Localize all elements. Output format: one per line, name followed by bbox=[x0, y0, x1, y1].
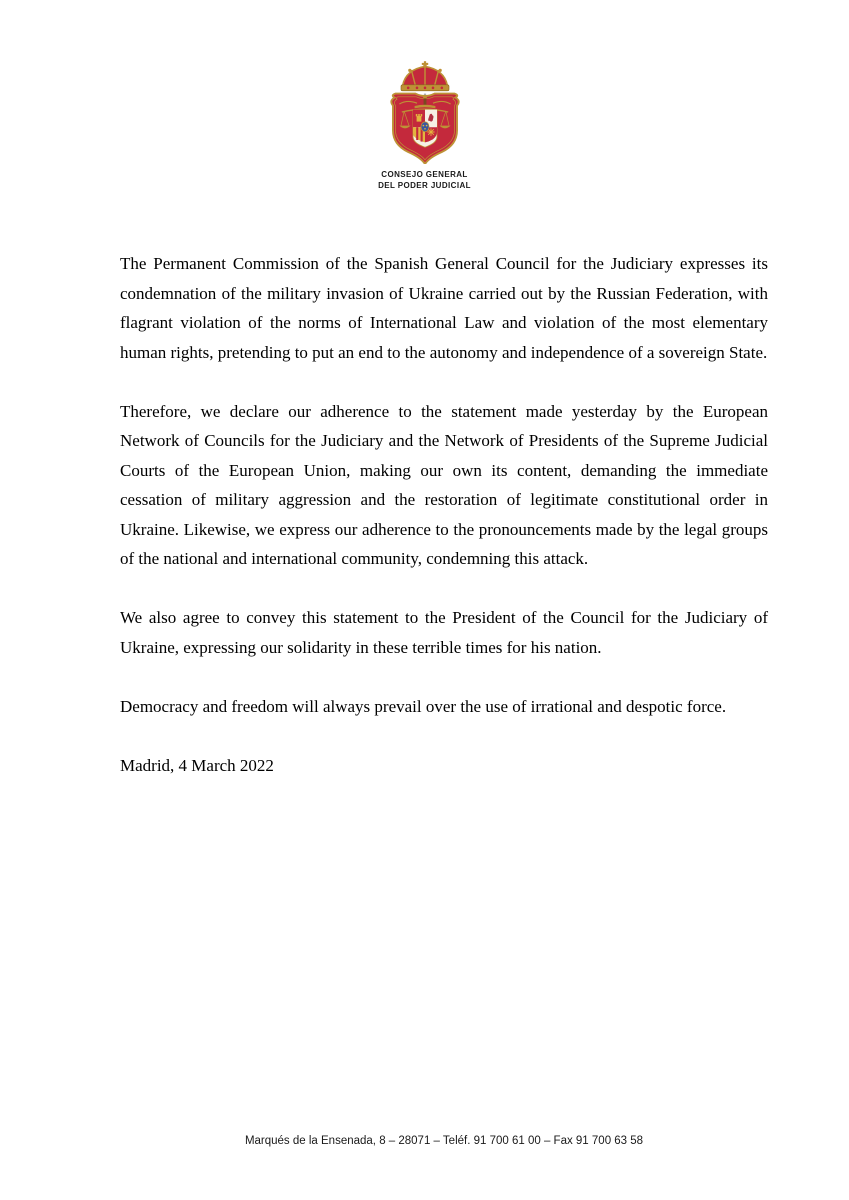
dateline: Madrid, 4 March 2022 bbox=[120, 755, 274, 775]
org-name-line1: CONSEJO GENERAL bbox=[381, 170, 468, 179]
paragraphs bbox=[120, 249, 768, 721]
org-name-line2: DEL PODER JUDICIAL bbox=[378, 180, 471, 190]
paragraph: We also agree to convey this statement to the President of the Council for the Judiciary of Ukraine, expressing our solidarity in these terrible times for his nation. bbox=[120, 608, 768, 657]
letter-body bbox=[120, 249, 768, 780]
footer-address: Marqués de la Ensenada, 8 – 28071 – Teléf. 91 700 61 00 – Fax 91 700 63 58 bbox=[244, 1135, 644, 1147]
letterhead bbox=[0, 60, 849, 191]
cgpj-crest-icon bbox=[385, 60, 465, 164]
paragraph: Therefore, we declare our adherence to the statement made yesterday by the European Network of Councils for the Judiciary and the Network of Presidents of the Supreme Judicial Courts of the European Union, making our own its content, demanding the immediate cessation of military aggression and the restoration of legitimate constitutional order in Ukraine. Likewise, we express our adherence to the pronouncements made by the legal groups of the national and international community, condemning this attack. bbox=[120, 401, 768, 568]
paragraph: Democracy and freedom will always prevail over the use of irrational and despotic force. bbox=[120, 696, 727, 716]
paragraph: The Permanent Commission of the Spanish General Council for the Judiciary expresses its condemnation of the military invasion of Ukraine carried out by the Russian Federation, with flagrant violation of the norms of International Law and violation of the most elementary human rights, pretending to put an end to the autonomy and independence of a sovereign State. bbox=[120, 254, 768, 362]
